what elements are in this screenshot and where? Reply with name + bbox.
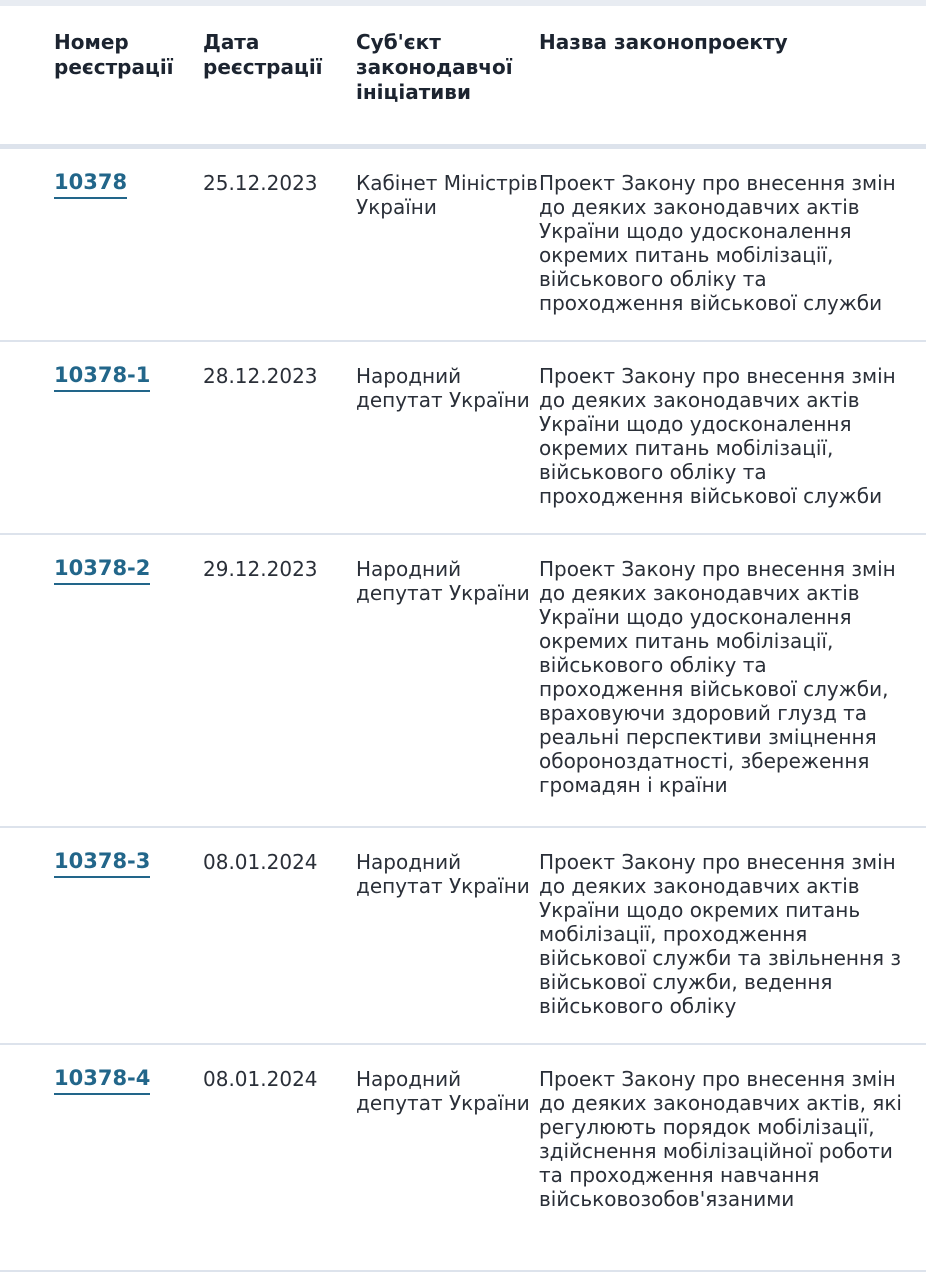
table-header [0, 6, 926, 146]
header-row [0, 6, 926, 146]
bill-subject: Народний депутат України [356, 341, 539, 534]
table-row [0, 1044, 926, 1271]
table-row [0, 534, 926, 827]
bill-number-cell [0, 146, 203, 341]
header-bill-title: Назва законопроекту [539, 6, 926, 146]
table-body [0, 146, 926, 1271]
bill-number-cell [0, 341, 203, 534]
bill-number-cell [0, 827, 203, 1044]
bill-number-link[interactable]: 10378 [54, 169, 127, 199]
table-row [0, 827, 926, 1044]
bill-date: 29.12.2023 [203, 534, 356, 827]
header-registration-date: Дата реєстрації [203, 6, 356, 146]
bill-subject: Кабінет Міністрів України [356, 146, 539, 341]
bill-number-cell [0, 534, 203, 827]
bill-subject: Народний депутат України [356, 534, 539, 827]
table-row [0, 341, 926, 534]
bill-date: 25.12.2023 [203, 146, 356, 341]
bill-title: Проект Закону про внесення змін до деяких законодавчих актів України щодо удосконалення окремих питань мобілізації, військового обліку та проходження військової служби [539, 146, 926, 341]
bill-date: 08.01.2024 [203, 1044, 356, 1271]
bill-title: Проект Закону про внесення змін до деяких законодавчих актів України щодо окремих питань мобілізації, проходження військової служби та звільнення з військової служби, ведення військового обліку [539, 827, 926, 1044]
bill-number-link[interactable]: 10378-4 [54, 1065, 150, 1095]
bill-date: 28.12.2023 [203, 341, 356, 534]
bill-title: Проект Закону про внесення змін до деяких законодавчих актів України щодо удосконалення окремих питань мобілізації, військового обліку та проходження військової служби [539, 341, 926, 534]
bills-table [0, 6, 926, 1272]
bill-subject: Народний депутат України [356, 827, 539, 1044]
bill-title: Проект Закону про внесення змін до деяких законодавчих актів, які регулюють порядок мобілізації, здійснення мобілізаційної роботи та проходження навчання військовозобов'язаними [539, 1044, 926, 1271]
header-initiative-subject: Суб'єкт законодавчої ініціативи [356, 6, 539, 146]
bill-date: 08.01.2024 [203, 827, 356, 1044]
header-registration-number: Номер реєстрації [0, 6, 203, 146]
table-row [0, 146, 926, 341]
bill-number-link[interactable]: 10378-1 [54, 362, 150, 392]
bill-title: Проект Закону про внесення змін до деяких законодавчих актів України щодо удосконалення окремих питань мобілізації, військового обліку та проходження військової служби, враховуючи здоровий глузд та реальні перспективи зміцнення обороноздатності, збереження громадян і країни [539, 534, 926, 827]
bill-number-link[interactable]: 10378-2 [54, 555, 150, 585]
bill-number-cell [0, 1044, 203, 1271]
bill-subject: Народний депутат України [356, 1044, 539, 1271]
bill-number-link[interactable]: 10378-3 [54, 848, 150, 878]
